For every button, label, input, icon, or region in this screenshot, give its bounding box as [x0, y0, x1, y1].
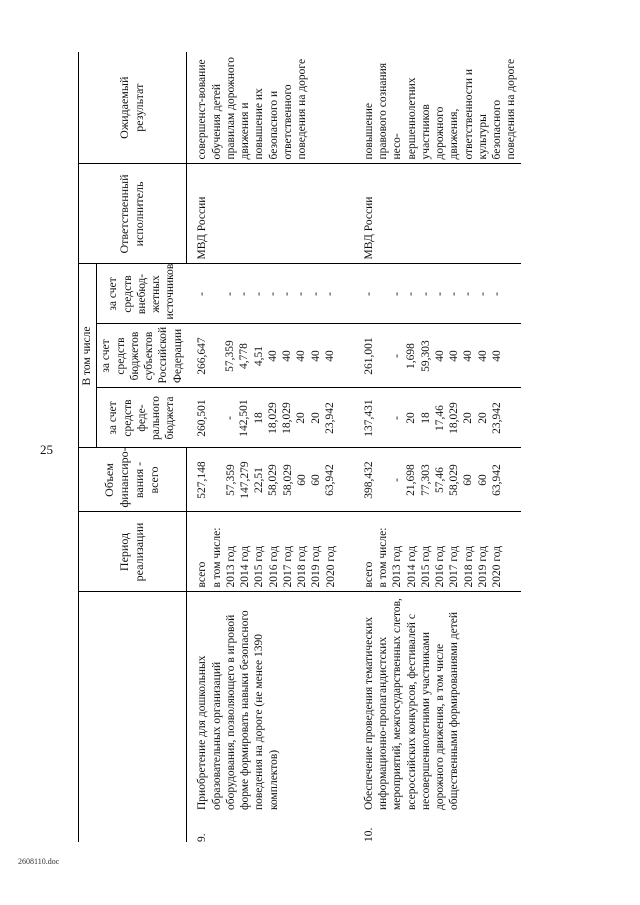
value-line: - — [323, 292, 336, 296]
value-line: - — [448, 292, 460, 296]
value-line: 20 — [295, 412, 308, 424]
row-responsible: МВД России — [187, 164, 340, 264]
row-expected: повышение правового сознания несо-вершеннолетних участников дорожного движения, ответственности и культуры безопасного поведения на дороге — [340, 52, 521, 164]
value-line: 40 — [462, 350, 475, 362]
header-federal: за счет средств феде-рального бюджета — [97, 388, 187, 448]
value-line: 60 — [462, 474, 475, 486]
row-total-values — [340, 448, 521, 512]
period-line: 2014 год — [239, 545, 251, 588]
value-line — [209, 268, 223, 319]
value-line: - — [405, 292, 418, 296]
value-line: 57,359 — [224, 340, 236, 372]
row-extrabudget-values — [340, 264, 521, 324]
value-line: 147,279 — [238, 461, 251, 499]
footer-file-code: 2608110.doc — [18, 857, 60, 866]
value-line — [376, 268, 390, 319]
row-federal-values — [340, 388, 521, 448]
header-total: Объем финансиро-вания - всего — [78, 448, 187, 512]
row-periods — [187, 512, 340, 592]
row-number: 9. — [196, 833, 209, 842]
row-regional-values — [340, 324, 521, 388]
row-responsible: МВД России — [340, 164, 521, 264]
value-line: 260,501 — [195, 399, 208, 437]
value-line: 20 — [309, 412, 322, 424]
value-line: 59,303 — [419, 340, 432, 372]
value-line: 40 — [476, 350, 489, 362]
value-line: 40 — [295, 350, 308, 362]
value-line: - — [224, 292, 236, 296]
value-line: 60 — [295, 474, 308, 486]
value-line: 261,001 — [362, 337, 375, 375]
value-line: - — [266, 292, 279, 296]
table-top-rule — [78, 52, 79, 842]
value-line: 60 — [310, 474, 322, 486]
value-line: 40 — [433, 350, 446, 362]
value-line: - — [252, 292, 265, 296]
value-line: - — [224, 416, 236, 420]
header-regional: за счет средств бюджетов субъектов Российской Федерации — [97, 324, 187, 388]
rotated-table-container — [78, 52, 574, 842]
period-line: 2020 год — [491, 545, 503, 588]
value-line: - — [462, 292, 475, 296]
value-line: 23,942 — [490, 402, 503, 434]
value-line: - — [295, 292, 308, 296]
value-line: 18 — [419, 412, 432, 424]
value-line: 22,51 — [253, 467, 265, 493]
period-line: в том числе: — [377, 527, 389, 588]
value-line: 63,942 — [324, 464, 337, 496]
value-line: 40 — [281, 350, 293, 362]
row-description: Обеспечение проведения тематических информационно-пропагандистских мероприятий, межгосударственных слетов, всероссийских конкурсов, фестивалей с несовершеннолетними участниками дорожного движения, в том числе общественными формированиями детей — [362, 598, 461, 810]
value-line: 266,647 — [195, 337, 208, 375]
period-line: 2016 год — [434, 545, 446, 588]
table-row — [340, 52, 521, 842]
row-federal-values — [187, 388, 340, 448]
value-line: 23,942 — [323, 402, 336, 434]
value-line: 58,029 — [281, 464, 294, 496]
period-line: 2019 год — [476, 545, 489, 588]
value-line: - — [391, 354, 403, 358]
value-line: - — [391, 416, 403, 420]
period-line: 2018 год — [462, 545, 475, 588]
value-line: 60 — [476, 474, 489, 486]
value-line: 398,432 — [362, 461, 375, 499]
row-total-values — [187, 448, 340, 512]
row-number: 10. — [362, 827, 375, 842]
value-line: - — [238, 292, 251, 296]
period-line: 2013 год — [391, 545, 404, 588]
value-line: - — [391, 478, 403, 482]
period-line: 2017 год — [281, 545, 294, 588]
period-line: 2020 год — [324, 545, 337, 588]
value-line: 4,778 — [238, 343, 251, 369]
period-line: 2013 год — [224, 545, 237, 588]
value-line — [376, 393, 390, 444]
value-line: - — [433, 292, 446, 296]
period-line: 2015 год — [253, 545, 266, 588]
value-line: 77,303 — [419, 464, 432, 496]
row-description: Приобретение для дошкольных образовательных организаций оборудования, позволяющего в игровой форме формировать навыки безопасного поведения на дороге (не менее 1390 комплектов) — [196, 610, 280, 810]
period-line: всего — [362, 561, 375, 588]
value-line: - — [309, 292, 322, 296]
value-line: - — [490, 292, 503, 296]
value-line: 21,698 — [405, 464, 418, 496]
value-line — [209, 393, 223, 444]
value-line: 20 — [405, 412, 418, 424]
row-expected: совершенст-вование обучения детей правилам дорожного движения и повышение их безопасного и ответственного поведения на дороге — [187, 52, 340, 164]
period-line: 2016 год — [267, 545, 280, 588]
value-line — [376, 453, 390, 508]
period-line: 2017 год — [448, 545, 461, 588]
value-line: 58,029 — [448, 464, 460, 496]
value-line: 4,51 — [252, 345, 265, 367]
row-periods — [340, 512, 521, 592]
period-line: в том числе: — [210, 527, 223, 588]
value-line: 40 — [266, 350, 279, 362]
table-row — [187, 52, 340, 842]
value-line: 40 — [323, 350, 336, 362]
period-line: 2014 год — [405, 545, 418, 588]
value-line: - — [476, 292, 489, 296]
header-measure-cell — [78, 592, 187, 842]
value-line: 18,029 — [448, 402, 460, 434]
value-line — [210, 453, 224, 508]
value-line: 1,698 — [405, 343, 418, 369]
value-line: - — [281, 292, 293, 296]
value-line: - — [419, 292, 432, 296]
value-line: 527,148 — [196, 461, 209, 499]
value-line: 20 — [462, 412, 475, 424]
value-line — [209, 329, 223, 384]
period-line: 2018 год — [296, 545, 308, 588]
header-responsible: Ответственный исполнитель — [78, 164, 187, 264]
page-number: 25 — [40, 442, 53, 457]
value-line: - — [362, 292, 375, 296]
value-line: 18 — [252, 412, 265, 424]
value-line: - — [195, 292, 208, 296]
program-measures-table — [78, 52, 521, 842]
value-line: 40 — [490, 350, 503, 362]
period-line: 2015 год — [419, 545, 432, 588]
header-expected: Ожидаемый результат — [78, 52, 187, 164]
value-line: 40 — [309, 350, 322, 362]
value-line: 20 — [476, 412, 489, 424]
value-line: - — [391, 292, 403, 296]
row-extrabudget-values — [187, 264, 340, 324]
period-line: 2019 год — [310, 545, 323, 588]
row-regional-values — [187, 324, 340, 388]
value-line: 142,501 — [238, 399, 251, 437]
period-line: всего — [196, 561, 209, 588]
value-line: 57,46 — [433, 467, 446, 493]
value-line: 63,942 — [490, 464, 503, 496]
value-line: 18,029 — [281, 402, 293, 434]
value-line: 18,029 — [266, 402, 279, 434]
header-extrabudget: за счет средств внебюд-жетных источников — [97, 264, 187, 324]
value-line: 58,029 — [267, 464, 280, 496]
header-period: Период реализации — [78, 512, 187, 592]
value-line: 40 — [448, 350, 460, 362]
value-line: 17,46 — [433, 405, 446, 431]
value-line: 57,359 — [224, 464, 237, 496]
header-in-total: В том числе — [78, 264, 97, 448]
value-line: 137,431 — [362, 399, 375, 437]
value-line — [376, 329, 390, 384]
